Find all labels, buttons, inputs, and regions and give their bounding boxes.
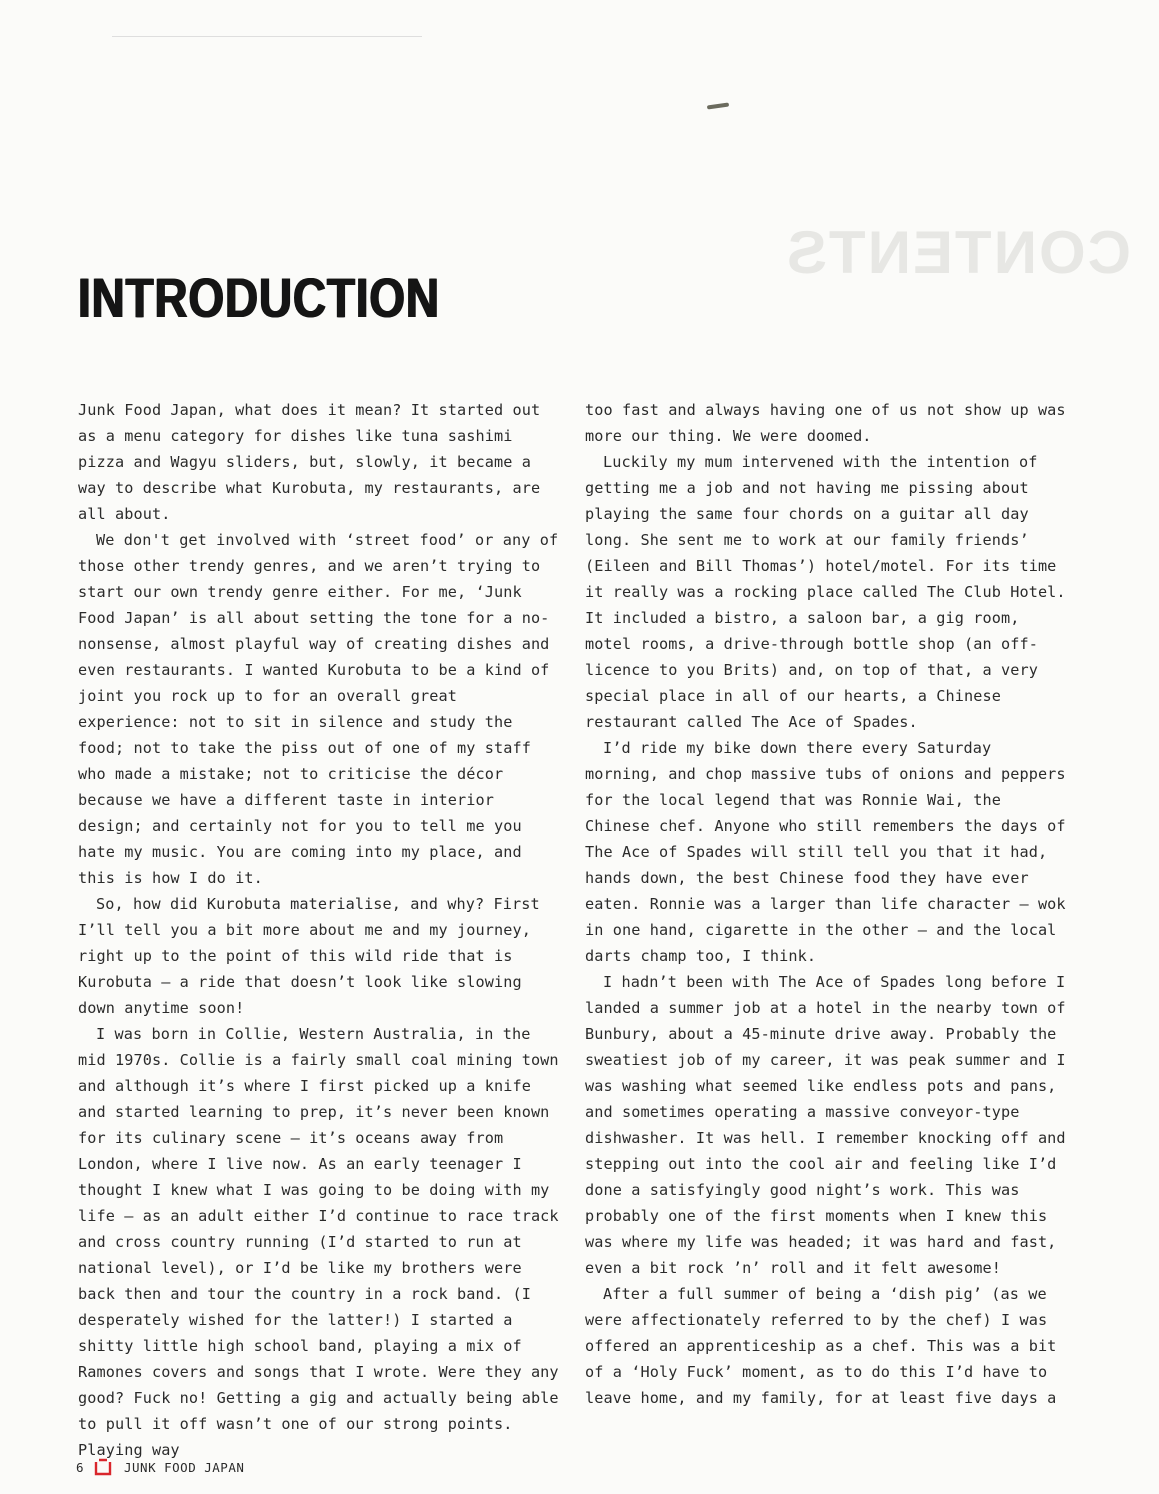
- paragraph: Luckily my mum intervened with the intention of getting me a job and not having me pissing about playing the same four chords on a guitar all day long. She sent me to work at our family friends’ (Eileen and Bill Thomas’) hotel/motel. For its time it really was a rocking place called The Club Hotel. It included a bistro, a saloon bar, a gig room, motel rooms, a drive-through bottle shop (an off-licence to you Brits) and, on top of that, a very special place in all of our hearts, a Chinese restaurant called The Ace of Spades.: [585, 453, 1066, 731]
- paragraph: I was born in Collie, Western Australia, in the mid 1970s. Collie is a fairly small coal mining town and although it’s where I first picked up a knife and started learning to prep, it’s never been known for its culinary scene – it’s oceans away from London, where I live now. As an early teenager I thought I knew what I was going to be doing with my life – as an adult either I’d continue to race track and cross country running (I’d started to run at national level), or I’d be like my brothers were back then and tour the country in a rock band. (I desperately wished for the latter!) I started a shitty little high school band, playing a mix of Ramones covers and songs that I wrote. Were they any good? Fuck no! Getting a gig and actually being able to pull it off wasn’t one of our strong points. Playing way: [78, 1025, 559, 1459]
- bracket-logo-icon: [94, 1458, 112, 1476]
- top-rule: [112, 36, 422, 37]
- paragraph: I’d ride my bike down there every Saturday morning, and chop massive tubs of onions and peppers for the local legend that was Ronnie Wai, the Chinese chef. Anyone who still remembers the days of The Ace of Spades will still tell you that it had, hands down, the best Chinese food they have ever eaten. Ronnie was a larger than life character – wok in one hand, cigarette in the other – and the local darts champ too, I think.: [585, 739, 1066, 965]
- paragraph: too fast and always having one of us not show up was more our thing. We were doomed.: [585, 401, 1066, 445]
- book-title: JUNK FOOD JAPAN: [124, 1459, 245, 1475]
- paragraph: Junk Food Japan, what does it mean? It started out as a menu category for dishes like tuna sashimi pizza and Wagyu sliders, but, slowly, it became a way to describe what Kurobuta, my restaurants, are all about.: [78, 401, 541, 523]
- page-speck: [707, 102, 729, 109]
- page-title: INTRODUCTION: [78, 266, 440, 329]
- paragraph: I hadn’t been with The Ace of Spades long before I landed a summer job at a hotel in the nearby town of Bunbury, about a 45-minute drive away. Probably the sweatiest job of my career, it was peak summer and I was washing what seemed like endless pots and pans, and sometimes operating a massive conveyor-type dishwasher. It was hell. I remember knocking off and stepping out into the cool air and feeling like I’d done a satisfyingly good night’s work. This was probably one of the first moments when I knew this was where my life was headed; it was hard and fast, even a bit rock ’n’ roll and it felt awesome!: [585, 973, 1066, 1277]
- show-through-title: CONTENTS: [785, 219, 1131, 286]
- left-column: [78, 397, 560, 1463]
- paragraph: So, how did Kurobuta materialise, and why? First I’ll tell you a bit more about me and my journey, right up to the point of this wild ride that is Kurobuta – a ride that doesn’t look like slowing down anytime soon!: [78, 895, 540, 1017]
- paragraph: We don't get involved with ‘street food’ or any of those other trendy genres, and we aren’t trying to start our own trendy genre either. For me, ‘Junk Food Japan’ is all about setting the tone for a no-nonsense, almost playful way of creating dishes and even restaurants. I wanted Kurobuta to be a kind of joint you rock up to for an overall great experience: not to sit in silence and study the food; not to take the piss out of one of my staff who made a mistake; not to criticise the décor because we have a different taste in interior design; and certainly not for you to tell me you hate my music. You are coming into my place, and this is how I do it.: [78, 531, 559, 887]
- paragraph: After a full summer of being a ‘dish pig’ (as we were affectionately referred to by the chef) I was offered an apprenticeship as a chef. This was a bit of a ‘Holy Fuck’ moment, as to do this I’d have to leave home, and my family, for at least five days a: [585, 1285, 1057, 1407]
- right-column: [585, 397, 1067, 1411]
- page-number: 6: [76, 1459, 85, 1475]
- page-footer: [76, 1456, 244, 1478]
